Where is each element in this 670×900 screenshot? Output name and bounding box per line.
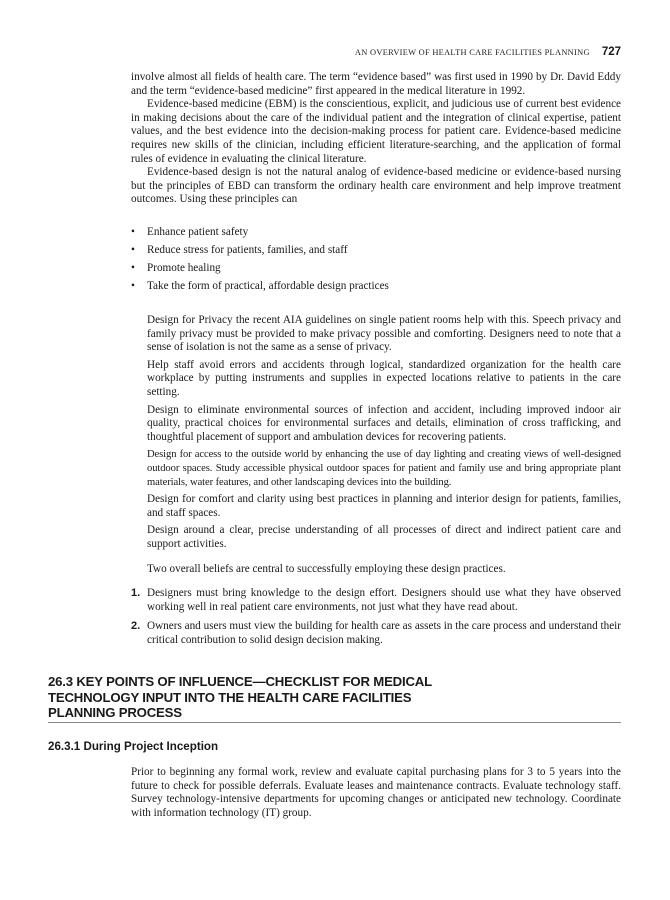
bullet-marker: •: [131, 244, 135, 257]
design-practices-list: [147, 314, 621, 556]
section-divider: [48, 722, 621, 723]
list-item: • Promote healing: [131, 262, 221, 275]
design-practice-item: Design around a clear, precise understanding of all processes of direct and indirect patient care and support activities.: [147, 524, 621, 550]
intro-section: [131, 71, 621, 207]
bullet-marker: •: [131, 280, 135, 293]
subsection-body: Prior to beginning any formal work, review and evaluate capital purchasing plans for 3 to 5 years into the future to check for possible deferrals. Evaluate leases and maintenance contracts. Evaluate technology staff. Survey technology-intensive departments for upcoming changes or anticipated new technology. Coordinate with information technology (IT) group.: [131, 766, 621, 819]
beliefs-intro: Two overall beliefs are central to successfully employing these design practices.: [147, 563, 506, 575]
running-header: [0, 46, 621, 58]
ebd-benefits-list: [131, 226, 621, 298]
intro-paragraph: Evidence-based medicine (EBM) is the conscientious, explicit, and judicious use of current best evidence in making decisions about the care of the individual patient and the integration of clinical expertise, patient values, and the best evidence into the decision-making process for patient care. Evidence-based medicine requires new skills of the clinician, including efficient literature-searching, and the application of formal rules of evidence in evaluating the clinical literature.: [131, 98, 621, 165]
list-item: • Take the form of practical, affordable design practices: [131, 280, 389, 293]
section-heading: 26.3 KEY POINTS OF INFLUENCE—CHECKLIST FOR MEDICAL TECHNOLOGY INPUT INTO THE HEALTH CARE FACILITIES PLANNING PROCESS: [48, 674, 432, 721]
design-practice-item: Design for Privacy the recent AIA guidelines on single patient rooms help with this. Speech privacy and family privacy must be provided to make privacy possible and comforting. Designers need to note that a sense of isolation is not the same as a sense of privacy.: [147, 314, 621, 354]
design-practice-item: Help staff avoid errors and accidents through logical, standardized organization for the health care workplace by putting instruments and supplies in expected locations relative to patients in the care setting.: [147, 358, 621, 398]
list-item: • Reduce stress for patients, families, and staff: [131, 244, 348, 257]
item-number: 2.: [131, 620, 141, 633]
subsection-heading: 26.3.1 During Project Inception: [48, 740, 219, 753]
list-item: • Enhance patient safety: [131, 226, 249, 238]
bullet-marker: •: [131, 262, 135, 275]
design-practice-item: Design for comfort and clarity using best practices in planning and interior design for patients, families, and staff spaces.: [147, 493, 621, 519]
design-practice-item: Design to eliminate environmental sources of infection and accident, including improved indoor air quality, practical choices for environmental surfaces and details, elimination of cross trafficking, and thoughtful placement of support and ambulation devices for recovering patients.: [147, 403, 621, 443]
design-practice-item: Design for access to the outside world by enhancing the use of day lighting and creating views of well-designed outdoor spaces. Study accessible physical outdoor spaces for patient and family use and bring appropriate plant materials, water features, and other landscaping devices into the building.: [147, 449, 621, 488]
intro-paragraph: Evidence-based design is not the natural analog of evidence-based medicine or evidence-based nursing but the principles of EBD can transform the ordinary health care environment and help improve treatment outcomes. Using these principles can: [131, 166, 621, 206]
intro-paragraph: involve almost all fields of health care. The term “evidence based” was first used in 1990 by Dr. David Eddy and the term “evidence-based medicine” first appeared in the medical literature in 1992.: [131, 71, 621, 97]
list-item: 2. Owners and users must view the building for health care as assets in the care process and understand their critical contribution to solid design decision making.: [131, 620, 621, 646]
page-number: 727: [601, 46, 621, 58]
bullet-marker: •: [131, 226, 135, 238]
item-number: 1.: [131, 587, 141, 599]
list-item: 1. Designers must bring knowledge to the design effort. Designers should use what they have observed working well in real patient care environments, not just what they have read about.: [131, 587, 621, 613]
beliefs-list: [131, 587, 621, 653]
running-title: AN OVERVIEW OF HEALTH CARE FACILITIES PLANNING: [354, 48, 590, 57]
